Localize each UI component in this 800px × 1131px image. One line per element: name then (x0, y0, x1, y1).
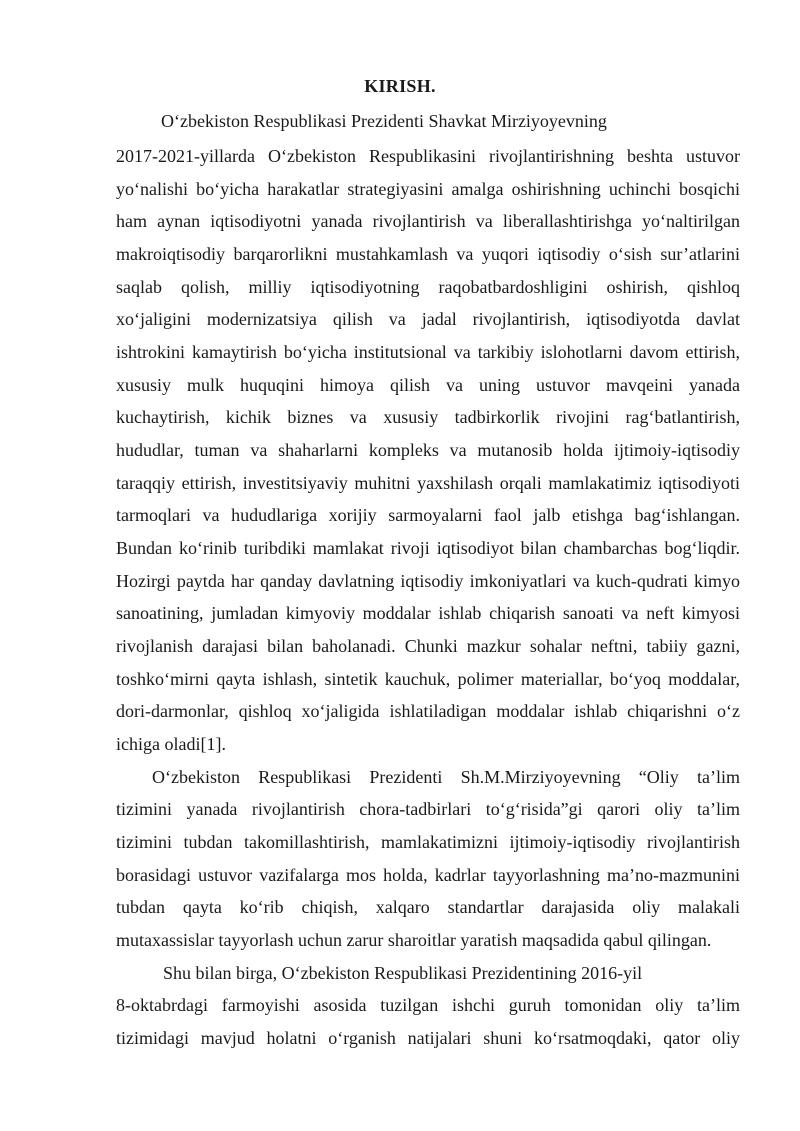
text-line: O‘zbekiston Respublikasi Prezidenti Shavkat Mirziyoyevning (161, 111, 607, 131)
text-line: xo‘jaligini modernizatsiya qilish va jadal rivojlantirish, iqtisodiyotda davlat (116, 309, 740, 329)
text-line: mutaxassislar tayyorlash uchun zarur sharoitlar yaratish maqsadida qabul qilingan. (116, 930, 712, 950)
text-line: ishtrokini kamaytirish bo‘yicha institutsional va tarkibiy islohotlarni davom ettirish, (116, 342, 740, 362)
text-line: rivojlanish darajasi bilan baholanadi. Chunki mazkur sohalar neftni, tabiiy gazni, (116, 636, 740, 656)
text-line: toshko‘mirni qayta ishlash, sintetik kauchuk, polimer materiallar, bo‘yoq moddalar, (116, 669, 740, 689)
text-line: dori-darmonlar, qishloq xo‘jaligida ishlatiladigan moddalar ishlab chiqarishni o‘z (116, 701, 740, 721)
text-line: tizimini yanada rivojlantirish chora-tadbirlari to‘g‘risida”gi qarori oliy ta’lim (116, 799, 740, 819)
text-line: taraqqiy ettirish, investitsiyaviy muhitni yaxshilash orqali mamlakatimiz iqtisodiyoti (116, 473, 740, 493)
text-line: tarmoqlari va hududlariga xorijiy sarmoyalarni faol jalb etishga bag‘ishlangan. (116, 505, 740, 525)
text-line: makroiqtisodiy barqarorlikni mustahkamlash va yuqori iqtisodiy o‘sish sur’atlarini (116, 244, 740, 264)
text-line: Hozirgi paytda har qanday davlatning iqtisodiy imkoniyatlari va kuch-qudrati kimyo (116, 571, 740, 591)
text-line: tizimidagi mavjud holatni o‘rganish natijalari shuni ko‘rsatmoqdaki, qator oliy (116, 1028, 740, 1048)
page-title: KIRISH. (364, 76, 436, 96)
text-line: Shu bilan birga, O‘zbekiston Respublikasi Prezidentining 2016-yil (163, 963, 643, 983)
text-line: O‘zbekiston Respublikasi Prezidenti Sh.M.Mirziyoyevning “Oliy ta’lim (152, 767, 740, 787)
text-line: xususiy mulk huquqini himoya qilish va uning ustuvor mavqeini yanada (116, 375, 740, 395)
text-line: ichiga oladi[1]. (116, 734, 226, 754)
text-line: saqlab qolish, milliy iqtisodiyotning raqobatbardoshligini oshirish, qishloq (116, 277, 740, 297)
text-line: tizimini tubdan takomillashtirish, mamlakatimizni ijtimoiy-iqtisodiy rivojlantirish (116, 832, 740, 852)
text-line: kuchaytirish, kichik biznes va xususiy tadbirkorlik rivojini rag‘batlantirish, (116, 407, 740, 427)
text-line: sanoatining, jumladan kimyoviy moddalar ishlab chiqarish sanoati va neft kimyosi (116, 603, 740, 623)
text-line: borasidagi ustuvor vazifalarga mos holda, kadrlar tayyorlashning ma’no-mazmunini (116, 865, 740, 885)
text-line: 2017-2021-yillarda O‘zbekiston Respublikasini rivojlantirishning beshta ustuvor (116, 146, 740, 166)
text-line: 8-oktabrdagi farmoyishi asosida tuzilgan ishchi guruh tomonidan oliy ta’lim (116, 995, 740, 1015)
text-line: Bundan ko‘rinib turibdiki mamlakat rivoji iqtisodiyot bilan chambarchas bog‘liqdir. (116, 538, 740, 558)
text-line: tubdan qayta ko‘rib chiqish, xalqaro standartlar darajasida oliy malakali (116, 897, 740, 917)
text-line: yo‘nalishi bo‘yicha harakatlar strategiyasini amalga oshirishning uchinchi bosqichi (116, 179, 740, 199)
text-line: ham aynan iqtisodiyotni yanada rivojlantirish va liberallashtirishga yo‘naltirilgan (116, 211, 740, 231)
text-line: hududlar, tuman va shaharlarni kompleks va mutanosib holda ijtimoiy-iqtisodiy (116, 440, 740, 460)
